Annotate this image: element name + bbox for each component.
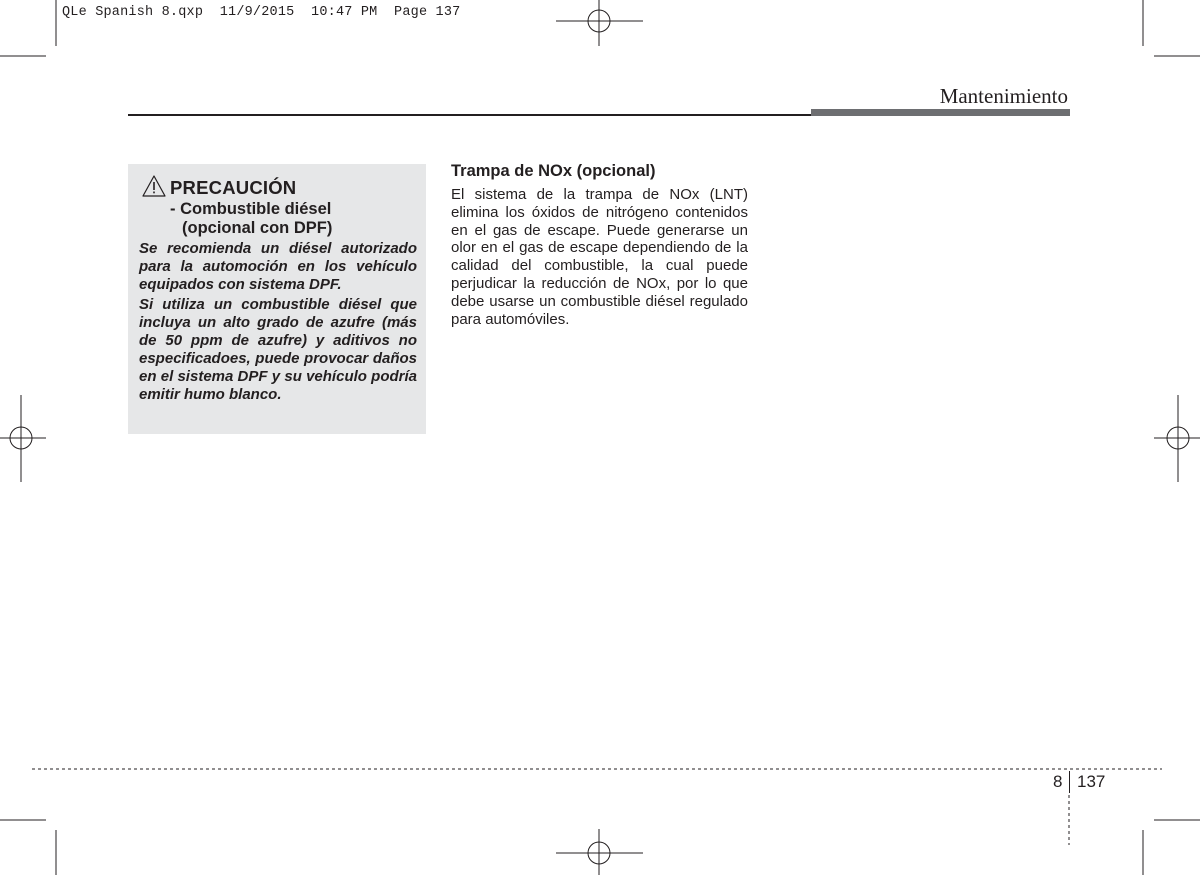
registration-target-top — [556, 0, 643, 46]
chapter-number: 8 — [1053, 772, 1063, 791]
caution-paragraph: Se recomienda un diésel autorizado para la automoción en los vehículo equipados con sistema DPF. — [139, 240, 417, 293]
caution-subtitle-continued: (opcional con DPF) — [182, 219, 333, 237]
section-heading: Trampa de NOx (opcional) — [451, 162, 656, 180]
print-slug: QLe Spanish 8.qxp 11/9/2015 10:47 PM Page 137 — [62, 5, 461, 20]
caution-paragraph: Si utiliza un combustible diésel que incluya un alto grado de azufre (más de 50 ppm de azufre) y aditivos no especificadoes, puede provocar daños en el sistema DPF y su vehículo podría emitir humo blanco. — [139, 296, 417, 403]
registration-target-bottom — [556, 829, 643, 875]
header-rule — [128, 114, 812, 116]
page-number: 137 — [1077, 772, 1106, 791]
header-bar — [811, 109, 1070, 116]
page-number-divider — [1069, 771, 1070, 793]
section-title: Mantenimiento — [939, 84, 1068, 108]
section-body: El sistema de la trampa de NOx (LNT) elimina los óxidos de nitrógeno contenidos en el gas de escape. Puede generarse un olor en el gas de escape dependiendo de la calidad del combustible, la cual puede perjudicar la reducción de NOx, por lo que debe usarse un combustible diésel regulado para automóviles. — [451, 186, 748, 328]
warning-triangle-icon — [142, 175, 166, 197]
trim-guides — [32, 769, 1162, 845]
caution-title: PRECAUCIÓN — [170, 177, 297, 198]
registration-target-left — [0, 395, 46, 482]
registration-target-right — [1154, 395, 1200, 482]
caution-subtitle: - Combustible diésel — [170, 200, 332, 218]
